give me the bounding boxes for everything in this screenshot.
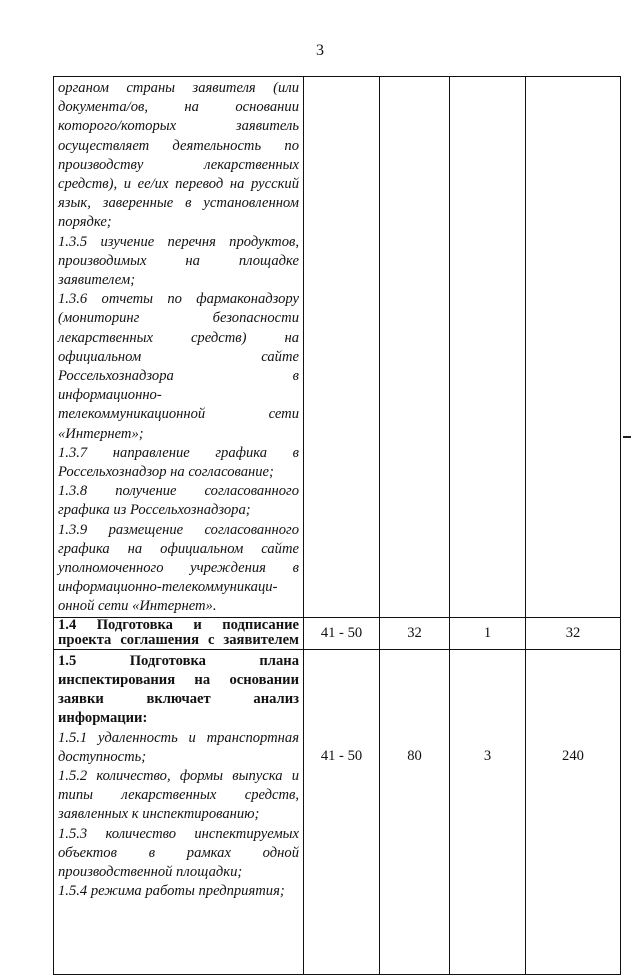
description-cell	[54, 77, 304, 618]
cell-count: 1	[450, 617, 526, 649]
table-row	[54, 77, 621, 618]
text-line: информационно-телекоммуникаци-	[58, 579, 278, 596]
cell-hours	[380, 77, 450, 618]
text-line: Россельхознадзор на согласование;	[58, 464, 274, 481]
text-line: 1.3.6 отчеты по фармаконадзору	[58, 291, 299, 308]
cell-hours: 80	[380, 649, 450, 974]
cell-count: 3	[450, 649, 526, 974]
cell-count	[450, 77, 526, 618]
description-cell	[54, 617, 304, 649]
cell-range: 41 - 50	[304, 649, 380, 974]
cell-range: 41 - 50	[304, 617, 380, 649]
text-line: осуществляет деятельность по	[58, 137, 299, 154]
cell-range	[304, 77, 380, 618]
text-line: информации:	[58, 710, 148, 727]
text-line: производству лекарственных	[58, 156, 299, 173]
text-line: (мониторинг безопасности	[58, 310, 299, 327]
table-row	[54, 649, 621, 974]
text-line: доступность;	[58, 748, 147, 765]
text-line: онной сети «Интернет».	[58, 598, 217, 615]
margin-mark	[623, 436, 631, 438]
text-line: документа/ов, на основании	[58, 99, 299, 116]
text-line: средств), и ее/их перевод на русский	[58, 176, 299, 193]
text-line: заявителем;	[58, 272, 136, 289]
text-line: 1.5.2 количество, формы выпуска и	[58, 767, 299, 784]
page-number: 3	[316, 42, 324, 59]
text-line: «Интернет»;	[58, 425, 144, 442]
cell-total: 240	[526, 649, 621, 974]
text-line: 1.3.7 направление графика в	[58, 444, 299, 461]
text-line: графика на официальном сайте	[58, 540, 299, 557]
text-line: информационно-	[58, 387, 162, 404]
text-line: телекоммуникационной сети	[58, 406, 299, 423]
text-line: Россельхознадзора в	[58, 368, 299, 385]
text-line: 1.3.9 размещение согласованного	[58, 521, 299, 538]
text-line: 1.3.8 получение согласованного	[58, 483, 299, 500]
text-line: которого/которых заявитель	[58, 118, 299, 135]
text-line: официальном сайте	[58, 348, 299, 365]
text-line: органом страны заявителя (или	[58, 80, 299, 96]
text-line: 1.5 Подготовка плана	[58, 652, 299, 669]
description-cell	[54, 649, 304, 974]
text-line: заявленных к инспектированию;	[58, 806, 260, 823]
text-line: производимых на площадке	[58, 252, 299, 269]
text-line: 1.4 Подготовка и подписание	[58, 616, 299, 633]
cell-hours: 32	[380, 617, 450, 649]
text-line: производственной площадки;	[58, 863, 243, 880]
text-line: 1.5.4 режима работы предприятия;	[58, 883, 285, 900]
text-line: заявки включает анализ	[58, 691, 299, 708]
text-line: 1.3.5 изучение перечня продуктов,	[58, 233, 299, 250]
text-line: порядке;	[58, 214, 112, 231]
text-line: язык, заверенные в установленном	[58, 195, 299, 212]
cell-total	[526, 77, 621, 618]
text-line: уполномоченного учреждения в	[58, 560, 299, 577]
text-line: проекта соглашения с заявителем	[58, 632, 299, 649]
text-line: типы лекарственных средств,	[58, 787, 299, 804]
cost-table	[53, 76, 621, 975]
text-line: 1.5.3 количество инспектируемых	[58, 825, 299, 842]
text-line: инспектирования на основании	[58, 671, 299, 688]
text-line: графика из Россельхознадзора;	[58, 502, 251, 519]
table-row	[54, 617, 621, 649]
text-line: 1.5.1 удаленность и транспортная	[58, 729, 299, 746]
cell-total: 32	[526, 617, 621, 649]
text-line: лекарственных средств) на	[58, 329, 299, 346]
text-line: объектов в рамках одной	[58, 844, 299, 861]
